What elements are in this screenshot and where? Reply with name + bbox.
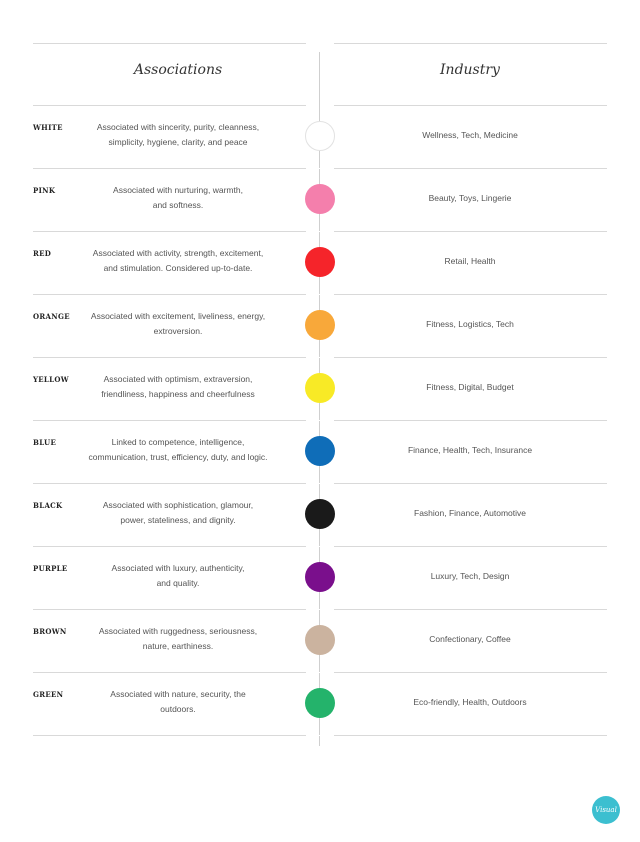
header-divider [319,52,320,108]
industry-list: Retail, Health [444,256,496,266]
color-description [78,561,278,591]
description-line: outdoors. [160,704,196,714]
description-line: Associated with nurturing, warmth, [113,185,243,195]
description-line: Linked to competence, intelligence, [111,437,245,447]
color-name: BLACK [33,501,63,510]
color-swatch [305,247,335,277]
description-line: Associated with sincerity, purity, cleanness, [96,122,260,132]
description-line: Associated with activity, strength, excitement, [92,248,264,258]
color-swatch [305,436,335,466]
industry-list: Eco-friendly, Health, Outdoors [413,697,527,707]
color-row [0,231,640,294]
color-name: PINK [33,186,56,195]
color-row [0,546,640,609]
color-name: GREEN [33,690,64,699]
color-description [78,498,278,528]
color-row [0,483,640,546]
description-line: communication, trust, efficiency, duty, and logic. [88,452,268,462]
description-line: and softness. [152,200,204,210]
color-description [78,183,278,213]
description-line: Associated with ruggedness, seriousness, [98,626,258,636]
industry-list: Fitness, Logistics, Tech [426,319,514,329]
color-name: YELLOW [33,375,69,384]
industry-list: Wellness, Tech, Medicine [422,130,518,140]
description-line: Associated with sophistication, glamour, [102,500,254,510]
center-divider-tail [319,736,320,746]
color-swatch [305,625,335,655]
color-swatch [305,688,335,718]
description-line: nature, earthiness. [142,641,214,651]
color-name: RED [33,249,52,258]
color-description [78,435,278,465]
color-name: BLUE [33,438,57,447]
color-row [0,609,640,672]
color-name: ORANGE [33,312,70,321]
color-name: BROWN [33,627,67,636]
industry-list: Fashion, Finance, Automotive [414,508,526,518]
color-row [0,105,640,168]
color-row [0,294,640,357]
description-line: power, stateliness, and dignity. [120,515,236,525]
color-description [78,120,278,150]
color-swatch [305,373,335,403]
color-description [78,624,278,654]
industry-header: Industry [440,62,500,78]
color-row [0,672,640,735]
brand-logo: Visual [592,796,620,824]
description-line: and quality. [156,578,200,588]
bottom-rule-right [334,735,607,736]
description-line: Associated with luxury, authenticity, [111,563,245,573]
top-rule-right [334,43,607,44]
industry-list: Finance, Health, Tech, Insurance [407,445,533,455]
description-line: Associated with optimism, extraversion, [103,374,253,384]
color-name: PURPLE [33,564,68,573]
description-line: Associated with nature, security, the [110,689,246,699]
color-name: WHITE [33,123,63,132]
top-rule-left [33,43,306,44]
color-swatch [305,310,335,340]
industry-list: Confectionary, Coffee [429,634,511,644]
description-line: simplicity, hygiene, clarity, and peace [108,137,248,147]
description-line: and stimulation. Considered up-to-date. [103,263,253,273]
industry-list: Luxury, Tech, Design [430,571,510,581]
description-line: Associated with excitement, liveliness, energy, [90,311,266,321]
color-description [78,246,278,276]
color-row [0,168,640,231]
industry-list: Beauty, Toys, Lingerie [428,193,512,203]
color-description [78,687,278,717]
color-swatch [305,499,335,529]
industry-list: Fitness, Digital, Budget [426,382,514,392]
color-row [0,420,640,483]
bottom-rule-left [33,735,306,736]
description-line: friendliness, happiness and cheerfulness [101,389,255,399]
color-swatch [305,562,335,592]
color-description [78,309,278,339]
color-swatch [305,184,335,214]
color-description [78,372,278,402]
color-swatch [305,121,335,151]
associations-header: Associations [133,62,223,78]
description-line: extroversion. [153,326,203,336]
color-row [0,357,640,420]
